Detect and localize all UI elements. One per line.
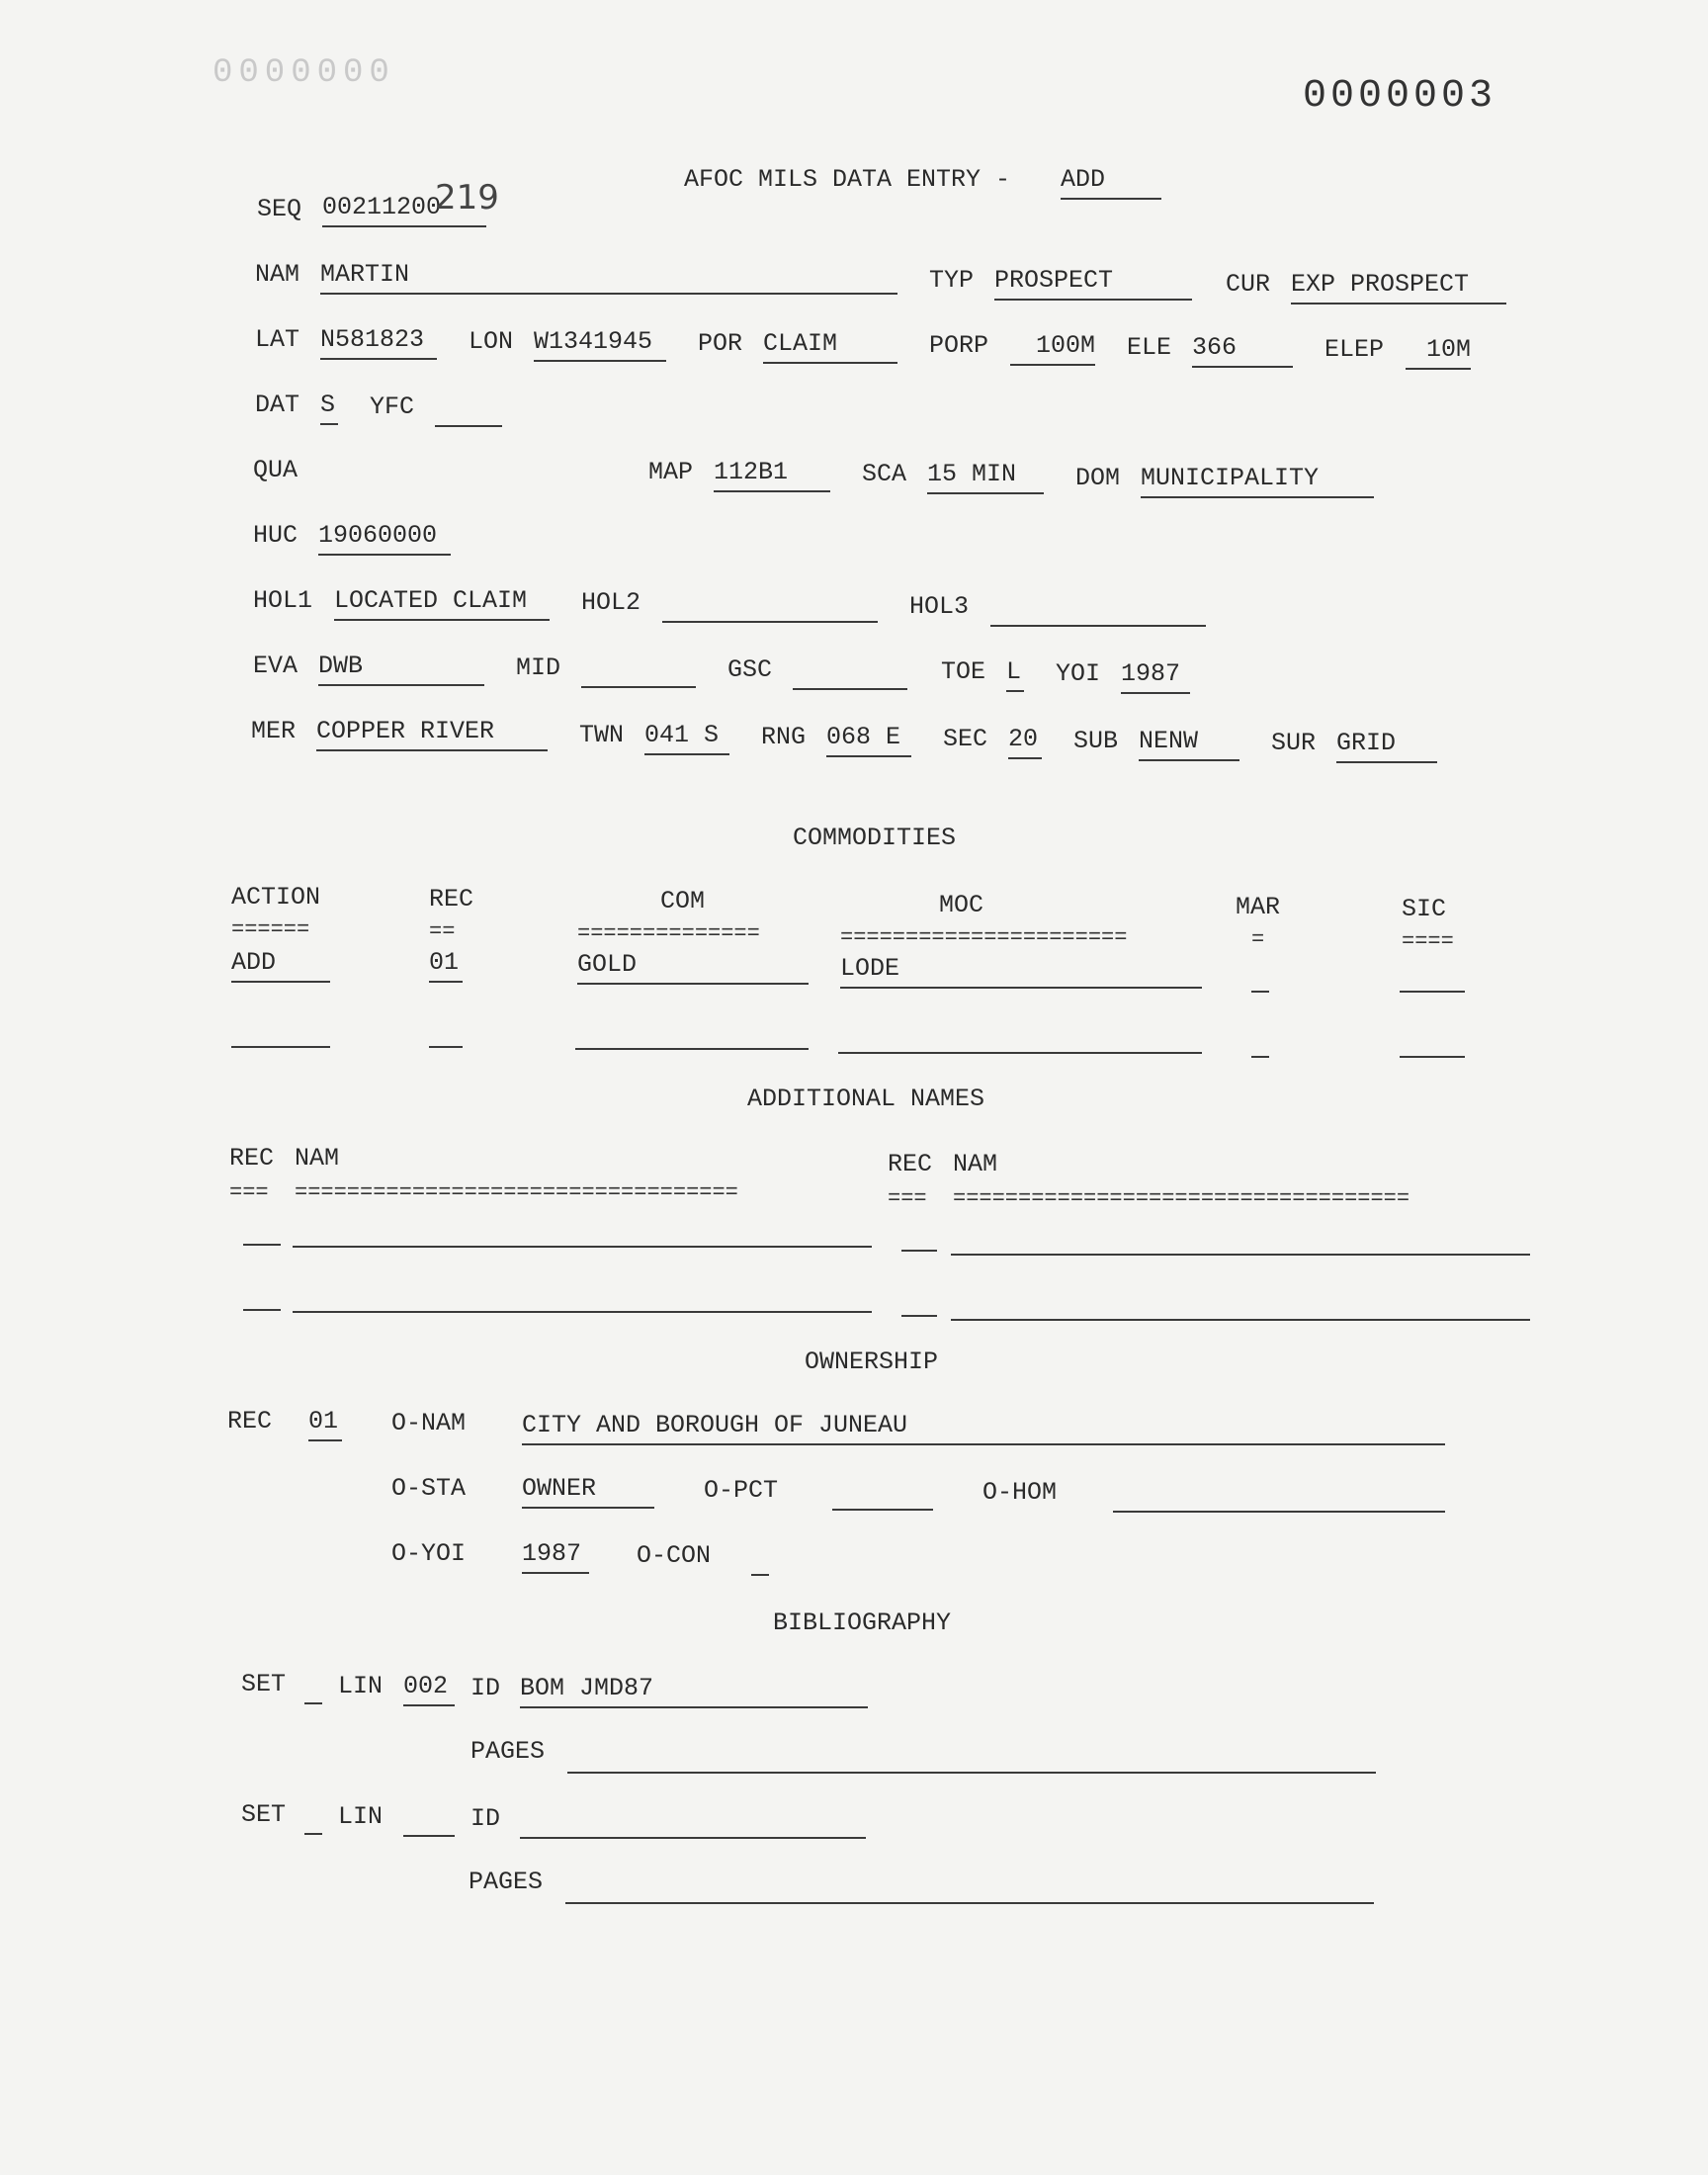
ocon-field — [751, 1542, 769, 1576]
gsc-field — [793, 656, 907, 690]
commodities-heading: COMMODITIES — [793, 824, 957, 852]
col-com-rule: ============== — [577, 921, 760, 946]
form-title: AFOC MILS DATA ENTRY - — [684, 165, 1011, 194]
onam-field: CITY AND BOROUGH OF JUNEAU — [522, 1412, 1445, 1445]
commodity-mar — [1251, 959, 1269, 993]
an-nam-header-right: NAM — [953, 1150, 998, 1178]
lon-field: W1341945 — [534, 328, 666, 362]
an-rec-field — [901, 1218, 937, 1252]
rng-label: RNG — [761, 723, 807, 751]
id-field — [520, 1805, 866, 1839]
lin-label: LIN — [338, 1802, 384, 1831]
porp-field: 100M — [1010, 332, 1095, 366]
col-action-rule: ====== — [231, 917, 310, 942]
owner-rec-field: 01 — [308, 1408, 342, 1441]
rng-field: 068 E — [826, 724, 911, 757]
an-nam-field — [293, 1279, 872, 1313]
lon-label: LON — [469, 327, 514, 356]
mer-field: COPPER RIVER — [316, 718, 548, 751]
ele-label: ELE — [1127, 333, 1172, 362]
osta-label: O-STA — [391, 1474, 467, 1503]
set-field — [304, 1671, 322, 1704]
oyoi-label: O-YOI — [391, 1539, 467, 1568]
ohom-field — [1113, 1479, 1445, 1513]
set-field — [304, 1801, 322, 1835]
eva-field: DWB — [318, 652, 484, 686]
opct-label: O-PCT — [704, 1476, 779, 1505]
porp-label: PORP — [929, 331, 989, 360]
col-rec-rule: == — [429, 919, 456, 944]
huc-label: HUC — [253, 521, 299, 550]
commodity-sic — [1400, 959, 1465, 993]
hol2-field — [662, 589, 878, 623]
qua-label: QUA — [253, 456, 299, 484]
hol2-label: HOL2 — [581, 588, 641, 617]
yoi-field: 1987 — [1121, 660, 1190, 694]
sur-label: SUR — [1271, 729, 1317, 757]
pages-label: PAGES — [470, 1737, 546, 1766]
dom-label: DOM — [1075, 464, 1121, 492]
col-moc-rule: ====================== — [840, 925, 1128, 950]
an-nam-field — [951, 1222, 1530, 1256]
an-rec-field — [901, 1283, 937, 1317]
an-nam-rule-right: =================================== — [953, 1186, 1410, 1211]
commodity-mar — [1251, 1024, 1269, 1058]
nam-field: MARTIN — [320, 261, 897, 295]
lat-field: N581823 — [320, 326, 437, 360]
elep-label: ELEP — [1324, 335, 1385, 364]
sec-label: SEC — [943, 725, 988, 753]
onam-label: O-NAM — [391, 1409, 467, 1437]
sec-field: 20 — [1008, 726, 1042, 759]
mid-field — [581, 654, 696, 688]
an-rec-field — [243, 1212, 281, 1246]
por-label: POR — [698, 329, 743, 358]
sub-label: SUB — [1073, 727, 1119, 755]
typ-field: PROSPECT — [994, 267, 1192, 301]
col-sic-header: SIC — [1402, 895, 1447, 923]
col-mar-rule: = — [1251, 927, 1265, 952]
ghost-sequence-stamp: 0000000 — [213, 54, 395, 92]
hol1-label: HOL1 — [253, 586, 313, 615]
commodity-moc: LODE — [840, 955, 1202, 989]
sur-field: GRID — [1336, 730, 1437, 763]
opct-field — [832, 1477, 933, 1511]
id-field: BOM JMD87 — [520, 1675, 868, 1708]
owner-rec-label: REC — [227, 1407, 273, 1436]
an-nam-header-left: NAM — [295, 1144, 340, 1173]
page-number-stamp: 0000003 — [1303, 74, 1497, 119]
osta-field: OWNER — [522, 1475, 654, 1509]
sub-field: NENW — [1139, 728, 1239, 761]
cur-field: EXP PROSPECT — [1291, 271, 1506, 304]
sca-label: SCA — [862, 460, 907, 488]
elep-field: 10M — [1406, 336, 1471, 370]
col-sic-rule: ==== — [1402, 929, 1454, 954]
dom-field: MUNICIPALITY — [1141, 465, 1374, 498]
ohom-label: O-HOM — [982, 1478, 1058, 1507]
map-label: MAP — [648, 458, 694, 486]
form-action: ADD — [1061, 166, 1161, 200]
eva-label: EVA — [253, 652, 299, 680]
seq-field: 00211200 — [322, 194, 486, 227]
bibliography-heading: BIBLIOGRAPHY — [773, 1609, 952, 1637]
dat-label: DAT — [255, 391, 300, 419]
col-com-header: COM — [660, 887, 706, 915]
cur-label: CUR — [1226, 270, 1271, 299]
toe-field: L — [1006, 658, 1024, 692]
typ-label: TYP — [929, 266, 975, 295]
twn-label: TWN — [579, 721, 625, 749]
ocon-label: O-CON — [637, 1541, 712, 1570]
huc-field: 19060000 — [318, 522, 451, 556]
commodity-action: ADD — [231, 949, 330, 983]
oyoi-field: 1987 — [522, 1540, 589, 1574]
map-field: 112B1 — [714, 459, 830, 492]
col-action-header: ACTION — [231, 883, 321, 912]
additional-names-heading: ADDITIONAL NAMES — [747, 1085, 985, 1113]
col-rec-header: REC — [429, 885, 474, 914]
commodity-rec — [429, 1014, 463, 1048]
col-mar-header: MAR — [1236, 893, 1281, 921]
ownership-heading: OWNERSHIP — [805, 1348, 939, 1376]
yfc-field — [435, 393, 502, 427]
an-rec-header-left: REC — [229, 1144, 275, 1173]
an-nam-rule-left: ================================== — [295, 1180, 738, 1205]
an-rec-field — [243, 1277, 281, 1311]
id-label: ID — [470, 1674, 501, 1702]
commodity-com: GOLD — [577, 951, 809, 985]
pages-field — [567, 1740, 1376, 1774]
twn-field: 041 S — [644, 722, 729, 755]
ele-field: 366 — [1192, 334, 1293, 368]
set-label: SET — [241, 1800, 287, 1829]
commodity-moc — [838, 1020, 1202, 1054]
hol3-label: HOL3 — [909, 592, 970, 621]
an-nam-field — [951, 1287, 1530, 1321]
lin-field — [403, 1803, 455, 1837]
pages-field — [565, 1870, 1374, 1904]
sca-field: 15 MIN — [927, 461, 1044, 494]
commodity-com — [575, 1016, 809, 1050]
lat-label: LAT — [255, 325, 300, 354]
hol3-field — [990, 593, 1206, 627]
seq-handwritten-note: 219 — [435, 178, 499, 218]
mid-label: MID — [516, 653, 561, 682]
nam-label: NAM — [255, 260, 300, 289]
an-rec-rule-left: === — [229, 1180, 269, 1205]
lin-field: 002 — [403, 1673, 455, 1706]
dat-field: S — [320, 392, 338, 425]
set-label: SET — [241, 1670, 287, 1698]
por-field: CLAIM — [763, 330, 897, 364]
pages-label: PAGES — [469, 1868, 544, 1896]
toe-label: TOE — [941, 657, 986, 686]
seq-label: SEQ — [257, 195, 302, 223]
commodity-rec: 01 — [429, 949, 463, 983]
id-label: ID — [470, 1804, 501, 1833]
col-moc-header: MOC — [939, 891, 984, 919]
gsc-label: GSC — [727, 655, 773, 684]
yfc-label: YFC — [370, 392, 415, 421]
lin-label: LIN — [338, 1672, 384, 1700]
hol1-field: LOCATED CLAIM — [334, 587, 550, 621]
commodity-action — [231, 1014, 330, 1048]
yoi-label: YOI — [1056, 659, 1101, 688]
an-rec-rule-right: === — [888, 1186, 927, 1211]
mer-label: MER — [251, 717, 297, 745]
commodity-sic — [1400, 1024, 1465, 1058]
an-rec-header-right: REC — [888, 1150, 933, 1178]
an-nam-field — [293, 1214, 872, 1248]
